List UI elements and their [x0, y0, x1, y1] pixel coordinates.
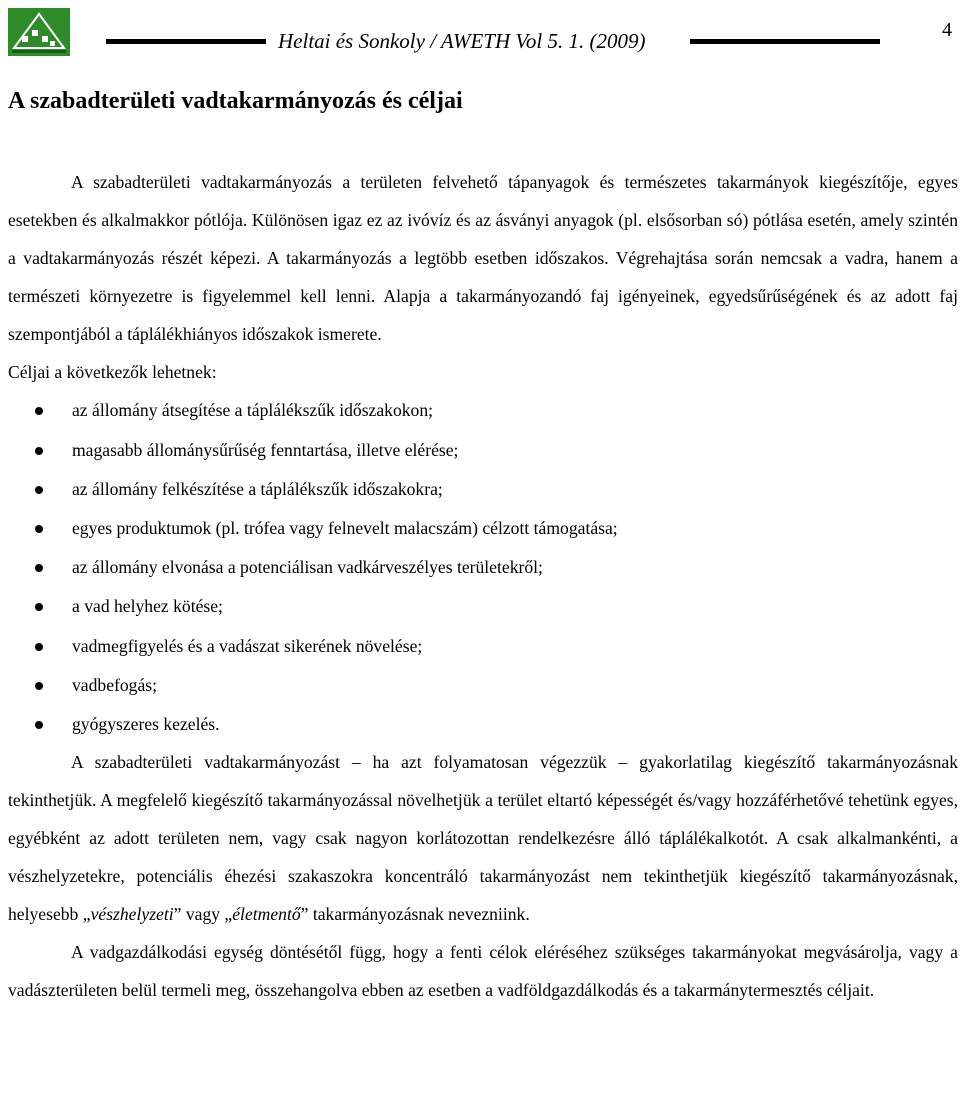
document-body — [8, 83, 958, 1010]
list-item: az állomány felkészítése a táplálékszűk időszakokra; — [8, 470, 958, 509]
bullet-icon — [35, 643, 43, 651]
list-item: gyógyszeres kezelés. — [8, 705, 958, 744]
bullet-icon — [35, 564, 43, 572]
list-item: az állomány elvonása a potenciálisan vadkárveszélyes területekről; — [8, 548, 958, 587]
paragraph-intro: A szabadterületi vadtakarmányozás a területen felvehető tápanyagok és természetes takarmányok kiegészítője, egyes esetekben és alkalmakkor pótlója. Különösen igaz ez az ivóvíz és az ásványi anyagok (pl. elsősorban só) pótlása esetén, amely szintén a vadtakarmányozás részét képezi. A takarmányozás a legtöbb esetben időszakos. Végrehajtása során nemcsak a vadra, hanem a természeti környezetre is figyelemmel kell lenni. Alapja a takarmányozandó faj igényeinek, egyedsűrűségének és az adott faj szempontjából a táplálékhiányos időszakok ismerete. — [8, 172, 958, 344]
journal-reference: Heltai és Sonkoly / AWETH Vol 5. 1. (2009) — [278, 29, 646, 53]
bullet-icon — [35, 525, 43, 533]
list-item: magasabb állománysűrűség fenntartása, illetve elérése; — [8, 431, 958, 470]
goals-intro: Céljai a következők lehetnek: — [8, 361, 217, 382]
bullet-icon — [35, 407, 43, 415]
bullet-icon — [35, 682, 43, 690]
header-rule-left — [106, 39, 266, 44]
emphasis-lifesaving: életmentő — [232, 903, 301, 924]
list-item: vadmegfigyelés és a vadászat sikerének növelése; — [8, 627, 958, 666]
section-title: A szabadterületi vadtakarmányozás és céljai — [8, 88, 463, 114]
list-item: egyes produktumok (pl. trófea vagy felnevelt malacszám) célzott támogatása; — [8, 509, 958, 548]
list-item: vadbefogás; — [8, 666, 958, 705]
bullet-icon — [35, 447, 43, 455]
bullet-icon — [35, 603, 43, 611]
list-item: az állomány átsegítése a táplálékszűk időszakokon; — [8, 391, 958, 430]
list-item: a vad helyhez kötése; — [8, 587, 958, 626]
page-header — [0, 0, 960, 70]
bullet-icon — [35, 721, 43, 729]
header-rule-right — [690, 39, 880, 44]
emphasis-emergency: vészhelyzeti — [90, 903, 174, 924]
paragraph-complementary-feeding: A szabadterületi vadtakarmányozást – ha azt folyamatosan végezzük – gyakorlatilag kiegészítő takarmányozásnak tekinthetjük. A megfelelő kiegészítő takarmányozással növelhetjük a terület eltartó képességét és/vagy hozzáférhetővé tehetünk egyes, egyébként az adott területen nem, vagy csak nagyon korlátozottan rendelkezésre álló táplálékalkotót. A csak alkalmankénti, a vészhelyzetekre, potenciális éhezési szakaszokra koncentráló takarmányozást nem tekinthetjük kiegészítő takarmányozásnak, helyesebb „vészhelyzeti” vagy „életmentő” takarmányozásnak nevezniink. — [8, 752, 958, 924]
goals-list — [8, 391, 958, 744]
journal-logo — [8, 8, 70, 56]
bullet-icon — [35, 486, 43, 494]
page-number: 4 — [942, 19, 952, 41]
paragraph-management-decision: A vadgazdálkodási egység döntésétől függ, hogy a fenti célok eléréséhez szükséges takarmányokat megvásárolja, vagy a vadászterületen belül termeli meg, összehangolva ebben az esetben a vadföldgazdálkodás és a takarmánytermesztés céljait. — [8, 941, 958, 1000]
